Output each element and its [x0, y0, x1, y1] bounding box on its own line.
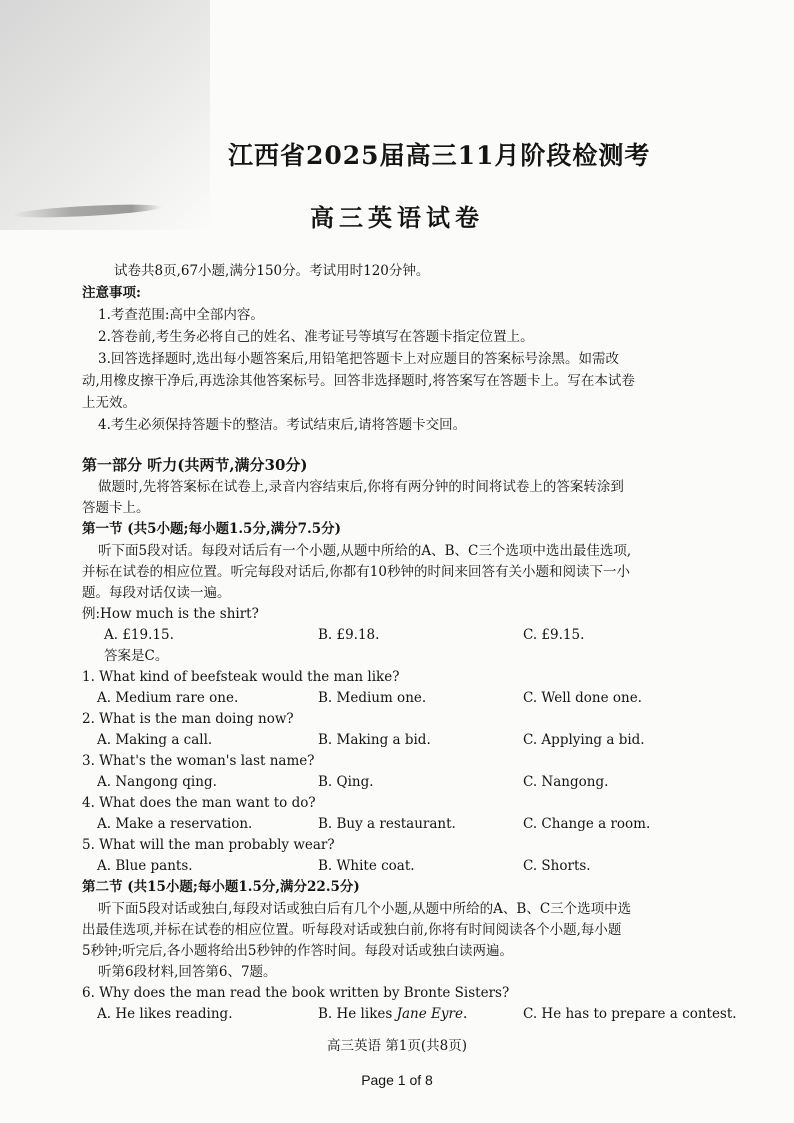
option-a: A. Nangong qing.	[97, 774, 217, 790]
section2-instruction: 5秒钟;听完后,各小题将给出5秒钟的作答时间。每段对话或独白读两遍。	[82, 943, 514, 959]
option-a: A. He likes reading.	[97, 1006, 233, 1022]
option-a: A. Make a reservation.	[97, 816, 253, 832]
scan-shadow	[0, 0, 210, 230]
note-item: 4.考生必须保持答题卡的整洁。考试结束后,请将答题卡交回。	[98, 417, 467, 433]
question-5: 5. What will the man probably wear?	[82, 837, 335, 853]
question-1: 1. What kind of beefsteak would the man like?	[82, 669, 400, 685]
option-c: C. Change a room.	[523, 816, 651, 832]
question-2: 2. What is the man doing now?	[82, 711, 294, 727]
option-b: B. Buy a restaurant.	[318, 816, 456, 832]
notes-title: 注意事项:	[82, 285, 141, 301]
option-c: C. Well done one.	[523, 690, 642, 706]
section1-instruction: 并标在试卷的相应位置。听完每段对话后,你都有10秒钟的时间来回答有关小题和阅读下一小	[82, 564, 630, 580]
section2-heading: 第二节 (共15小题;每小题1.5分,满分22.5分)	[82, 879, 360, 895]
section1-instruction: 听下面5段对话。每段对话后有一个小题,从题中所给的A、B、C三个选项中选出最佳选项,	[98, 543, 632, 559]
viewer-page-indicator: Page 1 of 8	[361, 1072, 433, 1088]
note-item: 动,用橡皮擦干净后,再选涂其他答案标号。回答非选择题时,将答案写在答题卡上。写在本试卷	[82, 373, 635, 389]
example-option-a: A. £19.15.	[104, 627, 174, 643]
exam-summary: 试卷共8页,67小题,满分150分。考试用时120分钟。	[114, 263, 430, 279]
question-4: 4. What does the man want to do?	[82, 795, 316, 811]
exam-title: 江西省2025届高三11月阶段检测考	[228, 141, 651, 170]
note-item: 1.考查范围:高中全部内容。	[98, 307, 264, 323]
option-a: A. Medium rare one.	[97, 690, 239, 706]
option-c: C. Nangong.	[523, 774, 609, 790]
option-c: C. He has to prepare a contest.	[523, 1006, 737, 1022]
example-option-b: B. £9.18.	[318, 627, 380, 643]
section2-instruction: 听下面5段对话或独白,每段对话或独白后有几个小题,从题中所给的A、B、C三个选项中选	[98, 901, 632, 917]
part1-instruction: 做题时,先将答案标在试卷上,录音内容结束后,你将有两分钟的时间将试卷上的答案转涂到	[98, 479, 624, 495]
option-c: C. Applying a bid.	[523, 732, 645, 748]
option-b-prefix: B. He likes	[318, 1006, 397, 1022]
page-footer: 高三英语 第1页(共8页)	[326, 1038, 467, 1054]
part1-heading: 第一部分 听力(共两节,满分30分)	[82, 456, 308, 474]
option-c: C. Shorts.	[523, 858, 591, 874]
option-b-suffix: .	[462, 1006, 468, 1022]
option-a: A. Blue pants.	[97, 858, 193, 874]
note-item: 上无效。	[82, 395, 136, 411]
option-b: B. Making a bid.	[318, 732, 431, 748]
exam-subtitle: 高三英语试卷	[310, 203, 484, 232]
part1-instruction: 答题卡上。	[82, 500, 150, 516]
example-answer: 答案是C。	[104, 648, 169, 664]
option-b	[318, 1004, 467, 1024]
note-item: 3.回答选择题时,选出每小题答案后,用铅笔把答题卡上对应题目的答案标号涂黑。如需改	[98, 351, 619, 367]
option-a: A. Making a call.	[97, 732, 213, 748]
section1-instruction: 题。每段对话仅读一遍。	[82, 585, 231, 601]
section2-instruction: 出最佳选项,并标在试卷的相应位置。听每段对话或独白前,你将有时间阅读各个小题,每小题	[82, 922, 622, 938]
example-option-c: C. £9.15.	[523, 627, 585, 643]
book-title: Jane Eyre	[396, 1006, 463, 1022]
option-b: B. Medium one.	[318, 690, 427, 706]
question-6: 6. Why does the man read the book written by Bronte Sisters?	[82, 985, 510, 1001]
material-note: 听第6段材料,回答第6、7题。	[98, 964, 277, 980]
section1-heading: 第一节 (共5小题;每小题1.5分,满分7.5分)	[82, 521, 342, 537]
question-3: 3. What's the woman's last name?	[82, 753, 315, 769]
example-question: 例:How much is the shirt?	[82, 606, 259, 622]
option-b: B. White coat.	[318, 858, 415, 874]
note-item: 2.答卷前,考生务必将自己的姓名、准考证号等填写在答题卡指定位置上。	[98, 329, 534, 345]
option-b: B. Qing.	[318, 774, 374, 790]
